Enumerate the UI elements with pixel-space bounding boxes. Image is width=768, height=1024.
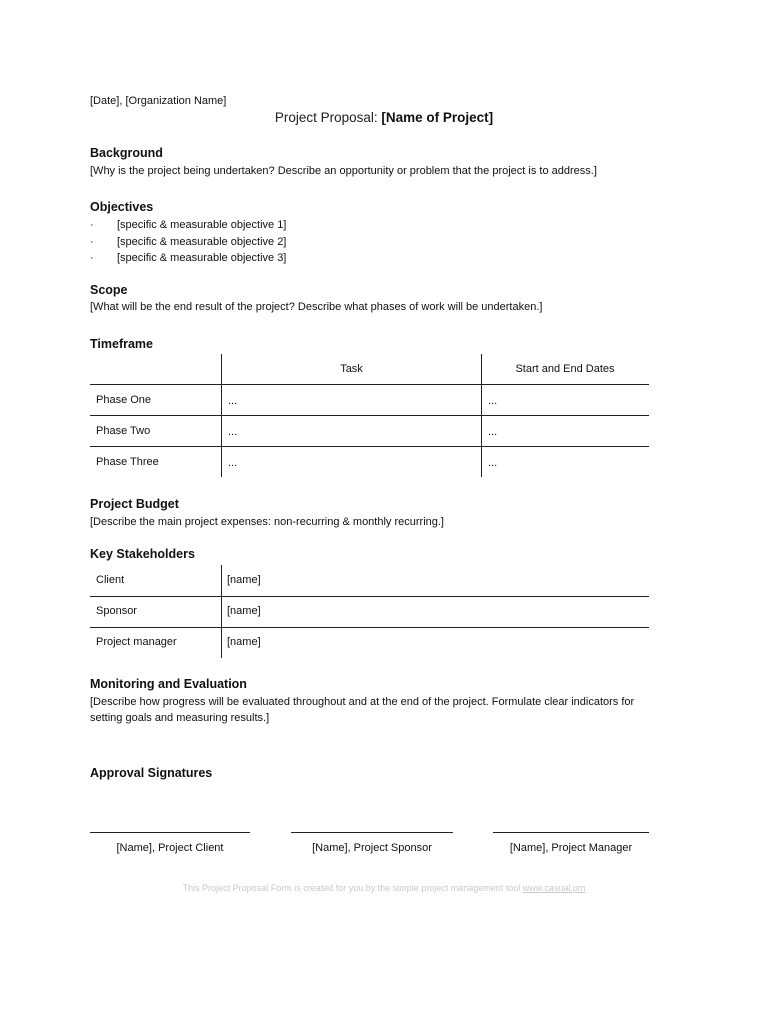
footer-text: This Project Proposal Form is created for you by the simple project management tool xyxy=(182,883,523,893)
monitoring-text-line1: [Describe how progress will be evaluated throughout and at the end of the project. Formulate clear indicators for xyxy=(90,696,635,708)
signature-label-sponsor: [Name], Project Sponsor xyxy=(312,842,432,854)
column-header-dates: Start and End Dates xyxy=(515,363,615,375)
phase-label: Phase Two xyxy=(96,425,151,437)
signature-line-client xyxy=(90,832,250,833)
bullet-icon: · xyxy=(90,252,94,264)
budget-text: [Describe the main project expenses: non-recurring & monthly recurring.] xyxy=(90,516,444,528)
scope-text: [What will be the end result of the project? Describe what phases of work will be undertaken.] xyxy=(90,301,543,313)
table-rule xyxy=(90,627,649,628)
footer-note xyxy=(0,883,768,893)
phase-label: Phase One xyxy=(96,394,152,406)
monitoring-heading: Monitoring and Evaluation xyxy=(90,677,247,691)
phase-label: Phase Three xyxy=(96,456,159,468)
phase-task: ... xyxy=(228,395,238,407)
bullet-icon: · xyxy=(90,236,94,248)
footer-link[interactable]: www.casual.pm xyxy=(522,883,586,893)
objectives-heading: Objectives xyxy=(90,200,154,214)
title-prefix: Project Proposal: xyxy=(274,110,378,125)
column-header-task: Task xyxy=(340,363,363,375)
date-organization: [Date], [Organization Name] xyxy=(90,95,227,107)
bullet-icon: · xyxy=(90,219,94,231)
stakeholder-role: Project manager xyxy=(96,636,177,648)
signature-line-manager xyxy=(493,832,649,833)
stakeholder-name: [name] xyxy=(227,636,261,648)
table-rule xyxy=(90,415,649,416)
background-heading: Background xyxy=(90,146,163,160)
stakeholder-name: [name] xyxy=(227,574,261,586)
approval-heading: Approval Signatures xyxy=(90,766,213,780)
phase-task: ... xyxy=(228,457,238,469)
objective-item: · [specific & measurable objective 2] xyxy=(90,236,287,248)
phase-dates: ... xyxy=(488,395,498,407)
project-name: [Name of Project] xyxy=(381,110,494,125)
stakeholders-heading: Key Stakeholders xyxy=(90,547,195,561)
scope-heading: Scope xyxy=(90,283,128,297)
monitoring-text-line2: setting goals and measuring results.] xyxy=(90,712,270,724)
phase-task: ... xyxy=(228,426,238,438)
timeframe-heading: Timeframe xyxy=(90,337,153,351)
phase-dates: ... xyxy=(488,426,498,438)
phase-dates: ... xyxy=(488,457,498,469)
budget-heading: Project Budget xyxy=(90,497,179,511)
table-rule xyxy=(90,596,649,597)
document-title xyxy=(0,110,768,125)
signature-label-client: [Name], Project Client xyxy=(116,842,224,854)
stakeholder-role: Client xyxy=(96,574,125,586)
signature-line-sponsor xyxy=(291,832,453,833)
table-rule xyxy=(90,446,649,447)
table-rule xyxy=(90,384,649,385)
objective-item: · [specific & measurable objective 1] xyxy=(90,219,287,231)
stakeholder-role: Sponsor xyxy=(96,605,137,617)
table-divider xyxy=(221,565,222,658)
background-text: [Why is the project being undertaken? Describe an opportunity or problem that the project is to address.] xyxy=(90,165,597,177)
stakeholder-name: [name] xyxy=(227,605,261,617)
objective-item: · [specific & measurable objective 3] xyxy=(90,252,287,264)
signature-label-manager: [Name], Project Manager xyxy=(509,842,633,854)
